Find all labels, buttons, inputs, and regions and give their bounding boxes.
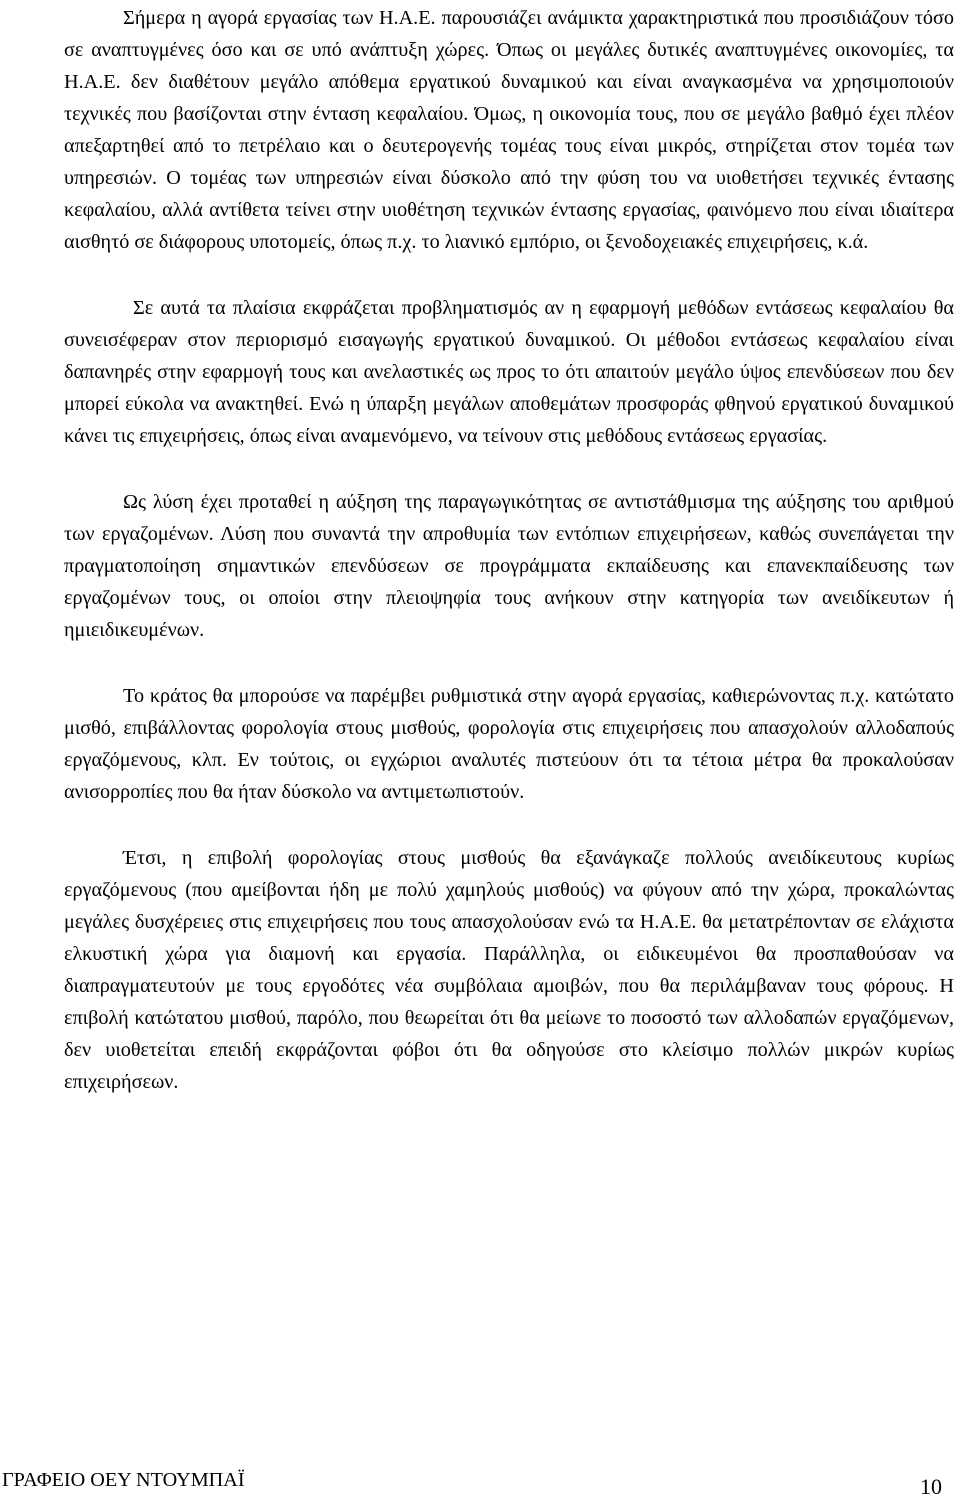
page-number: 10 bbox=[920, 1474, 942, 1499]
paragraph-productivity: Ως λύση έχει προταθεί η αύξηση της παραγωγικότητας σε αντιστάθμισμα της αύξησης του αριθμού των εργαζομένων. Λύση που συναντά την απροθυμία των εντόπιων επιχειρήσεων, καθώς συνεπάγεται την πραγματοποίηση σημαντικών επενδύσεων σε προγράμματα εκπαίδευσης και επανεκπαίδευσης των εργαζομένων τους, οι οποίοι στην πλειοψηφία τους ανήκουν στην κατηγορία των ανειδίκευτων ή ημιειδικευμένων. bbox=[64, 491, 954, 641]
paragraph-labor-market: Σήμερα η αγορά εργασίας των Η.Α.Ε. παρουσιάζει ανάμικτα χαρακτηριστικά που προσιδιάζουν τόσο σε αναπτυγμένες όσο και σε υπό ανάπτυξη χώρες. Όπως οι μεγάλες δυτικές αναπτυγμένες οικονομίες, τα Η.Α.Ε. δεν διαθέτουν μεγάλο απόθεμα εργατικού δυναμικού και είναι αναγκασμένα να χρησιμοποιούν τεχνικές που βασίζονται στην ένταση κεφαλαίου. Όμως, η οικονομία τους, που σε μεγάλο βαθμό έχει πλέον απεξαρτηθεί από το πετρέλαιο και ο δευτερογενής τομέας τους είναι μικρός, στηρίζεται στον τομέα των υπηρεσιών. Ο τομέας των υπηρεσιών είναι δύσκολο από την φύση του να υιοθετήσει τεχνικές έντασης κεφαλαίου, αλλά αντίθετα τείνει στην υιοθέτηση τεχνικών έντασης εργασίας, φαινόμενο που είναι ιδιαίτερα αισθητό σε διάφορους υποτομείς, όπως π.χ. το λιανικό εμπόριο, οι ξενοδοχειακές επιχειρήσεις, κ.ά. bbox=[64, 7, 954, 253]
paragraph-taxation-effects: Έτσι, η επιβολή φορολογίας στους μισθούς θα εξανάγκαζε πολλούς ανειδίκευτους κυρίως εργαζόμενους (που αμείβονται ήδη με πολύ χαμηλούς μισθούς) να φύγουν από την χώρα, προκαλώντας μεγάλες δυσχέρειες στις επιχειρήσεις που τους απασχολούσαν ενώ τα Η.Α.Ε. θα μετατρέπονταν σε ελάχιστα ελκυστική χώρα για διαμονή και εργασία. Παράλληλα, οι ειδικευμένοι θα προσπαθούσαν να διαπραγματευτούν με τους εργοδότες νέα συμβόλαια αμοιβών, που θα περιλάμβαναν τους φόρους. Η επιβολή κατώτατου μισθού, παρόλο, που θεωρείται ότι θα μείωνε το ποσοστό των αλλοδαπών εργαζόμενων, δεν υιοθετείται επειδή εκφράζονται φόβοι ότι θα οδηγούσε στο κλείσιμο πολλών μικρών κυρίως επιχειρήσεων. bbox=[64, 847, 954, 1093]
paragraph-capital-intensity: Σε αυτά τα πλαίσια εκφράζεται προβληματισμός αν η εφαρμογή μεθόδων εντάσεως κεφαλαίου θα συνεισέφεραν στον περιορισμό εισαγωγής εργατικού δυναμικού. Οι μέθοδοι εντάσεως κεφαλαίου είναι δαπανηρές στην εφαρμογή τους και ανελαστικές ως προς το ότι απαιτούν μεγάλο ύψος επενδύσεων που δεν μπορεί εύκολα να ανακτηθεί. Ενώ η ύπαρξη μεγάλων αποθεμάτων προσφοράς φθηνού εργατικού δυναμικού κάνει τις επιχειρήσεις, όπως είναι αναμενόμενο, να τείνουν στις μεθόδους εντάσεως εργασίας. bbox=[64, 297, 954, 447]
footer-office-name: ΓΡΑΦΕΙΟ ΟΕΥ ΝΤΟΥΜΠΑΪ bbox=[2, 1469, 245, 1491]
paragraph-state-intervention: Το κράτος θα μπορούσε να παρέμβει ρυθμιστικά στην αγορά εργασίας, καθιερώνοντας π.χ. κατώτατο μισθό, επιβάλλοντας φορολογία στους μισθούς, φορολογία στις επιχειρήσεις που απασχολούν αλλοδαπούς εργαζόμενους, κλπ. Εν τούτοις, οι εγχώριοι αναλυτές πιστεύουν ότι τα τέτοια μέτρα θα προκαλούσαν ανισορροπίες που θα ήταν δύσκολο να αντιμετωπιστούν. bbox=[64, 685, 954, 803]
document-body bbox=[64, 2, 954, 1098]
